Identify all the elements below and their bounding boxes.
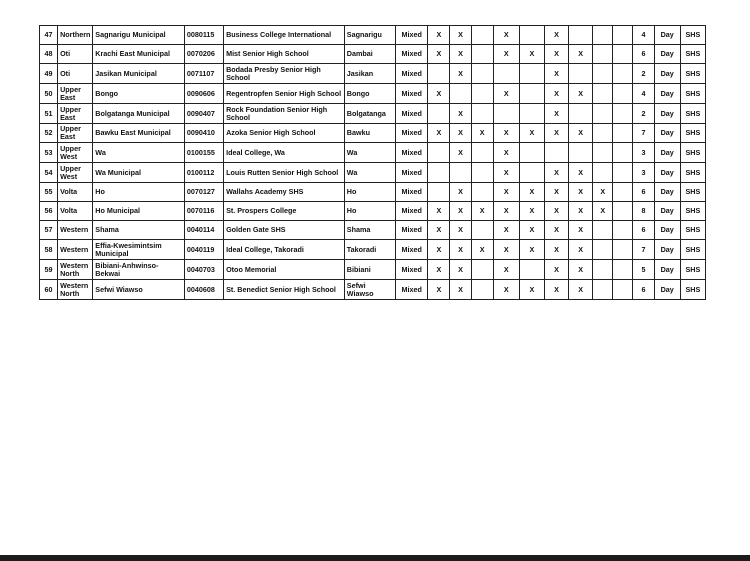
program-mark-cell xyxy=(613,45,633,64)
district-cell: Ho xyxy=(93,183,185,202)
program-mark-cell xyxy=(593,240,613,260)
program-mark-cell xyxy=(471,163,493,183)
program-mark-cell: X xyxy=(544,202,568,221)
region-cell: Volta xyxy=(58,183,93,202)
school-type-cell: SHS xyxy=(680,280,705,300)
school-code-cell: 0090407 xyxy=(184,104,223,124)
row-number-cell: 49 xyxy=(40,64,58,84)
program-mark-cell xyxy=(493,64,519,84)
gender-cell: Mixed xyxy=(396,124,428,143)
program-count-cell: 3 xyxy=(633,143,654,163)
table-row xyxy=(40,104,706,124)
school-code-cell: 0070206 xyxy=(184,45,223,64)
school-type-cell: SHS xyxy=(680,45,705,64)
school-name-cell: Golden Gate SHS xyxy=(224,221,345,240)
program-mark-cell: X xyxy=(569,163,593,183)
table-row xyxy=(40,202,706,221)
program-mark-cell: X xyxy=(544,240,568,260)
residential-status-cell: Day xyxy=(654,26,680,45)
program-mark-cell: X xyxy=(569,183,593,202)
residential-status-cell: Day xyxy=(654,240,680,260)
residential-status-cell: Day xyxy=(654,183,680,202)
school-name-cell: Regentropfen Senior High School xyxy=(224,84,345,104)
schools-table xyxy=(39,25,706,300)
school-code-cell: 0080115 xyxy=(184,26,223,45)
region-cell: Western xyxy=(58,240,93,260)
town-cell: Takoradi xyxy=(344,240,395,260)
residential-status-cell: Day xyxy=(654,45,680,64)
program-mark-cell: X xyxy=(428,240,450,260)
program-mark-cell: X xyxy=(493,260,519,280)
school-type-cell: SHS xyxy=(680,26,705,45)
program-mark-cell: X xyxy=(450,124,471,143)
program-mark-cell: X xyxy=(519,183,544,202)
program-mark-cell: X xyxy=(544,221,568,240)
row-number-cell: 47 xyxy=(40,26,58,45)
row-number-cell: 51 xyxy=(40,104,58,124)
program-mark-cell xyxy=(613,143,633,163)
school-name-cell: St. Benedict Senior High School xyxy=(224,280,345,300)
gender-cell: Mixed xyxy=(396,260,428,280)
district-cell: Bawku East Municipal xyxy=(93,124,185,143)
program-mark-cell xyxy=(493,104,519,124)
program-mark-cell: X xyxy=(471,202,493,221)
school-type-cell: SHS xyxy=(680,183,705,202)
program-mark-cell: X xyxy=(493,45,519,64)
program-mark-cell: X xyxy=(569,202,593,221)
program-mark-cell xyxy=(569,26,593,45)
program-mark-cell xyxy=(428,143,450,163)
program-mark-cell: X xyxy=(519,280,544,300)
town-cell: Sagnarigu xyxy=(344,26,395,45)
program-mark-cell: X xyxy=(569,45,593,64)
town-cell: Dambai xyxy=(344,45,395,64)
row-number-cell: 53 xyxy=(40,143,58,163)
program-count-cell: 3 xyxy=(633,163,654,183)
row-number-cell: 54 xyxy=(40,163,58,183)
program-mark-cell xyxy=(471,221,493,240)
program-count-cell: 5 xyxy=(633,260,654,280)
school-name-cell: Louis Rutten Senior High School xyxy=(224,163,345,183)
program-mark-cell xyxy=(519,104,544,124)
school-code-cell: 0070127 xyxy=(184,183,223,202)
region-cell: Upper West xyxy=(58,143,93,163)
program-mark-cell: X xyxy=(428,84,450,104)
program-mark-cell xyxy=(569,143,593,163)
school-type-cell: SHS xyxy=(680,64,705,84)
program-mark-cell xyxy=(593,104,613,124)
region-cell: Oti xyxy=(58,45,93,64)
gender-cell: Mixed xyxy=(396,163,428,183)
residential-status-cell: Day xyxy=(654,260,680,280)
program-mark-cell xyxy=(471,26,493,45)
table-row xyxy=(40,240,706,260)
program-count-cell: 6 xyxy=(633,183,654,202)
program-mark-cell xyxy=(613,104,633,124)
school-code-cell: 0040608 xyxy=(184,280,223,300)
program-mark-cell: X xyxy=(544,124,568,143)
gender-cell: Mixed xyxy=(396,26,428,45)
program-mark-cell xyxy=(613,221,633,240)
program-mark-cell: X xyxy=(569,240,593,260)
program-mark-cell xyxy=(428,183,450,202)
school-code-cell: 0071107 xyxy=(184,64,223,84)
program-mark-cell: X xyxy=(450,280,471,300)
program-mark-cell xyxy=(519,163,544,183)
program-mark-cell xyxy=(471,183,493,202)
program-mark-cell xyxy=(613,84,633,104)
table-row xyxy=(40,45,706,64)
program-mark-cell xyxy=(519,64,544,84)
town-cell: Bolgatanga xyxy=(344,104,395,124)
region-cell: Volta xyxy=(58,202,93,221)
school-code-cell: 0040119 xyxy=(184,240,223,260)
town-cell: Shama xyxy=(344,221,395,240)
gender-cell: Mixed xyxy=(396,183,428,202)
school-code-cell: 0070116 xyxy=(184,202,223,221)
school-type-cell: SHS xyxy=(680,202,705,221)
program-mark-cell: X xyxy=(493,26,519,45)
program-mark-cell xyxy=(593,45,613,64)
school-code-cell: 0090410 xyxy=(184,124,223,143)
row-number-cell: 58 xyxy=(40,240,58,260)
region-cell: Upper West xyxy=(58,163,93,183)
table-row xyxy=(40,163,706,183)
program-count-cell: 2 xyxy=(633,104,654,124)
gender-cell: Mixed xyxy=(396,221,428,240)
program-mark-cell: X xyxy=(450,183,471,202)
town-cell: Bibiani xyxy=(344,260,395,280)
program-mark-cell: X xyxy=(493,183,519,202)
table-row xyxy=(40,280,706,300)
region-cell: Upper East xyxy=(58,84,93,104)
program-mark-cell xyxy=(593,64,613,84)
row-number-cell: 59 xyxy=(40,260,58,280)
program-mark-cell: X xyxy=(428,221,450,240)
program-mark-cell xyxy=(471,64,493,84)
program-count-cell: 7 xyxy=(633,240,654,260)
program-mark-cell: X xyxy=(493,143,519,163)
district-cell: Jasikan Municipal xyxy=(93,64,185,84)
program-mark-cell: X xyxy=(493,124,519,143)
program-mark-cell: X xyxy=(450,221,471,240)
residential-status-cell: Day xyxy=(654,84,680,104)
program-mark-cell: X xyxy=(428,280,450,300)
program-mark-cell: X xyxy=(544,104,568,124)
program-mark-cell xyxy=(613,26,633,45)
residential-status-cell: Day xyxy=(654,124,680,143)
school-type-cell: SHS xyxy=(680,260,705,280)
district-cell: Shama xyxy=(93,221,185,240)
table-row xyxy=(40,84,706,104)
program-mark-cell: X xyxy=(519,202,544,221)
program-mark-cell xyxy=(471,260,493,280)
table-row xyxy=(40,221,706,240)
region-cell: Upper East xyxy=(58,124,93,143)
program-mark-cell xyxy=(471,104,493,124)
residential-status-cell: Day xyxy=(654,280,680,300)
school-code-cell: 0100155 xyxy=(184,143,223,163)
district-cell: Wa xyxy=(93,143,185,163)
program-mark-cell: X xyxy=(569,280,593,300)
program-mark-cell xyxy=(593,163,613,183)
program-mark-cell: X xyxy=(544,64,568,84)
program-mark-cell xyxy=(519,26,544,45)
program-mark-cell: X xyxy=(450,26,471,45)
town-cell: Bawku xyxy=(344,124,395,143)
school-name-cell: Rock Foundation Senior High School xyxy=(224,104,345,124)
program-mark-cell: X xyxy=(450,143,471,163)
program-count-cell: 2 xyxy=(633,64,654,84)
program-mark-cell xyxy=(428,163,450,183)
program-count-cell: 7 xyxy=(633,124,654,143)
district-cell: Sefwi Wiawso xyxy=(93,280,185,300)
program-mark-cell xyxy=(593,221,613,240)
program-mark-cell xyxy=(593,260,613,280)
program-mark-cell: X xyxy=(569,84,593,104)
school-code-cell: 0090606 xyxy=(184,84,223,104)
program-mark-cell xyxy=(613,64,633,84)
row-number-cell: 50 xyxy=(40,84,58,104)
program-mark-cell xyxy=(471,84,493,104)
town-cell: Ho xyxy=(344,183,395,202)
program-mark-cell xyxy=(613,163,633,183)
table-row xyxy=(40,124,706,143)
program-mark-cell xyxy=(450,163,471,183)
table-row xyxy=(40,260,706,280)
program-mark-cell: X xyxy=(493,84,519,104)
program-mark-cell xyxy=(471,280,493,300)
program-mark-cell xyxy=(519,143,544,163)
program-mark-cell xyxy=(569,64,593,84)
program-mark-cell: X xyxy=(519,45,544,64)
program-mark-cell xyxy=(593,26,613,45)
program-mark-cell: X xyxy=(544,183,568,202)
residential-status-cell: Day xyxy=(654,202,680,221)
town-cell: Jasikan xyxy=(344,64,395,84)
program-mark-cell xyxy=(613,280,633,300)
school-name-cell: Otoo Memorial xyxy=(224,260,345,280)
region-cell: Oti xyxy=(58,64,93,84)
gender-cell: Mixed xyxy=(396,45,428,64)
program-mark-cell: X xyxy=(544,45,568,64)
table-row xyxy=(40,143,706,163)
program-mark-cell xyxy=(544,143,568,163)
region-cell: Northern xyxy=(58,26,93,45)
program-mark-cell xyxy=(593,84,613,104)
residential-status-cell: Day xyxy=(654,64,680,84)
row-number-cell: 60 xyxy=(40,280,58,300)
town-cell: Bongo xyxy=(344,84,395,104)
school-name-cell: Ideal College, Wa xyxy=(224,143,345,163)
program-mark-cell: X xyxy=(428,26,450,45)
program-mark-cell: X xyxy=(428,202,450,221)
program-count-cell: 6 xyxy=(633,280,654,300)
district-cell: Effia-Kwesimintsim Municipal xyxy=(93,240,185,260)
school-name-cell: Business College International xyxy=(224,26,345,45)
district-cell: Bolgatanga Municipal xyxy=(93,104,185,124)
program-mark-cell: X xyxy=(428,124,450,143)
district-cell: Krachi East Municipal xyxy=(93,45,185,64)
program-count-cell: 4 xyxy=(633,84,654,104)
program-mark-cell: X xyxy=(450,240,471,260)
school-name-cell: Ideal College, Takoradi xyxy=(224,240,345,260)
region-cell: Western North xyxy=(58,280,93,300)
program-mark-cell xyxy=(613,124,633,143)
program-mark-cell xyxy=(613,202,633,221)
row-number-cell: 52 xyxy=(40,124,58,143)
program-mark-cell xyxy=(519,84,544,104)
program-mark-cell xyxy=(593,143,613,163)
table-row xyxy=(40,26,706,45)
region-cell: Western xyxy=(58,221,93,240)
program-mark-cell: X xyxy=(569,124,593,143)
gender-cell: Mixed xyxy=(396,280,428,300)
program-mark-cell: X xyxy=(450,202,471,221)
table-row xyxy=(40,183,706,202)
gender-cell: Mixed xyxy=(396,64,428,84)
program-mark-cell xyxy=(593,124,613,143)
row-number-cell: 57 xyxy=(40,221,58,240)
program-mark-cell xyxy=(593,280,613,300)
residential-status-cell: Day xyxy=(654,163,680,183)
program-mark-cell: X xyxy=(471,240,493,260)
program-mark-cell: X xyxy=(450,104,471,124)
district-cell: Sagnarigu Municipal xyxy=(93,26,185,45)
town-cell: Wa xyxy=(344,143,395,163)
gender-cell: Mixed xyxy=(396,202,428,221)
program-mark-cell xyxy=(519,260,544,280)
school-type-cell: SHS xyxy=(680,124,705,143)
program-mark-cell: X xyxy=(544,280,568,300)
program-mark-cell: X xyxy=(544,84,568,104)
row-number-cell: 48 xyxy=(40,45,58,64)
school-type-cell: SHS xyxy=(680,221,705,240)
school-name-cell: Mist Senior High School xyxy=(224,45,345,64)
program-mark-cell: X xyxy=(493,240,519,260)
residential-status-cell: Day xyxy=(654,104,680,124)
region-cell: Western North xyxy=(58,260,93,280)
district-cell: Ho Municipal xyxy=(93,202,185,221)
program-mark-cell: X xyxy=(493,221,519,240)
gender-cell: Mixed xyxy=(396,84,428,104)
program-mark-cell: X xyxy=(450,260,471,280)
gender-cell: Mixed xyxy=(396,104,428,124)
school-code-cell: 0040703 xyxy=(184,260,223,280)
program-mark-cell: X xyxy=(471,124,493,143)
row-number-cell: 55 xyxy=(40,183,58,202)
program-mark-cell: X xyxy=(569,221,593,240)
school-type-cell: SHS xyxy=(680,240,705,260)
school-type-cell: SHS xyxy=(680,104,705,124)
town-cell: Ho xyxy=(344,202,395,221)
program-mark-cell: X xyxy=(593,183,613,202)
program-count-cell: 4 xyxy=(633,26,654,45)
program-mark-cell xyxy=(569,104,593,124)
program-mark-cell: X xyxy=(428,45,450,64)
program-count-cell: 8 xyxy=(633,202,654,221)
program-mark-cell: X xyxy=(519,124,544,143)
program-mark-cell xyxy=(613,183,633,202)
region-cell: Upper East xyxy=(58,104,93,124)
program-mark-cell: X xyxy=(428,260,450,280)
program-mark-cell xyxy=(450,84,471,104)
program-mark-cell: X xyxy=(493,163,519,183)
school-name-cell: St. Prospers College xyxy=(224,202,345,221)
program-mark-cell: X xyxy=(450,64,471,84)
gender-cell: Mixed xyxy=(396,240,428,260)
program-count-cell: 6 xyxy=(633,221,654,240)
town-cell: Sefwi Wiawso xyxy=(344,280,395,300)
program-mark-cell xyxy=(471,45,493,64)
gender-cell: Mixed xyxy=(396,143,428,163)
bottom-edge xyxy=(0,555,750,561)
district-cell: Bongo xyxy=(93,84,185,104)
program-mark-cell: X xyxy=(519,240,544,260)
program-mark-cell xyxy=(613,240,633,260)
school-name-cell: Bodada Presby Senior High School xyxy=(224,64,345,84)
school-name-cell: Wallahs Academy SHS xyxy=(224,183,345,202)
program-mark-cell: X xyxy=(544,163,568,183)
program-mark-cell: X xyxy=(493,280,519,300)
residential-status-cell: Day xyxy=(654,221,680,240)
residential-status-cell: Day xyxy=(654,143,680,163)
program-mark-cell: X xyxy=(450,45,471,64)
program-count-cell: 6 xyxy=(633,45,654,64)
table-row xyxy=(40,64,706,84)
program-mark-cell: X xyxy=(569,260,593,280)
school-type-cell: SHS xyxy=(680,163,705,183)
program-mark-cell: X xyxy=(519,221,544,240)
row-number-cell: 56 xyxy=(40,202,58,221)
district-cell: Wa Municipal xyxy=(93,163,185,183)
program-mark-cell xyxy=(428,64,450,84)
program-mark-cell: X xyxy=(544,260,568,280)
school-code-cell: 0040114 xyxy=(184,221,223,240)
program-mark-cell: X xyxy=(593,202,613,221)
table-body xyxy=(40,26,706,300)
program-mark-cell xyxy=(471,143,493,163)
program-mark-cell: X xyxy=(493,202,519,221)
school-type-cell: SHS xyxy=(680,143,705,163)
school-code-cell: 0100112 xyxy=(184,163,223,183)
school-type-cell: SHS xyxy=(680,84,705,104)
district-cell: Bibiani-Anhwinso-Bekwai xyxy=(93,260,185,280)
program-mark-cell: X xyxy=(544,26,568,45)
program-mark-cell xyxy=(613,260,633,280)
program-mark-cell xyxy=(428,104,450,124)
school-name-cell: Azoka Senior High School xyxy=(224,124,345,143)
town-cell: Wa xyxy=(344,163,395,183)
